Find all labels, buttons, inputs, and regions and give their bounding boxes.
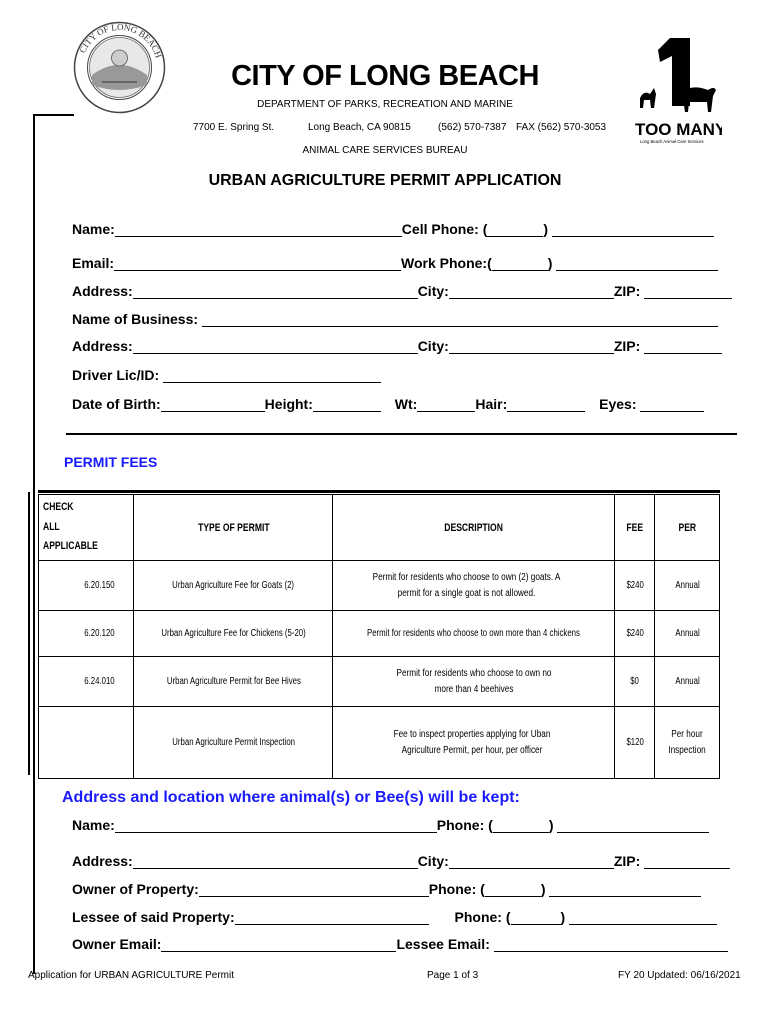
- owner-email-label: Owner Email:: [72, 936, 162, 952]
- city2-field[interactable]: [449, 339, 614, 354]
- hair-label: Hair:: [475, 396, 508, 412]
- loc-zip-label: ZIP:: [613, 853, 641, 869]
- col-per: PER: [655, 495, 720, 561]
- logo-text: TOO MANY: [635, 120, 722, 139]
- col-description: DESCRIPTION: [333, 495, 615, 561]
- owner-email-field[interactable]: [161, 937, 396, 952]
- lessee-field[interactable]: [235, 910, 429, 925]
- frame-left-line: [33, 114, 35, 974]
- phone-number: (562) 570-7387: [438, 122, 507, 133]
- col-fee: FEE: [615, 495, 655, 561]
- table-header-row: [39, 495, 720, 561]
- logo-subtext: Long Beach Animal Care Services: [640, 139, 704, 144]
- email-row: [72, 255, 718, 271]
- frame-top-line: [34, 114, 74, 116]
- table-row: [39, 657, 720, 707]
- paren-close: ): [547, 255, 553, 271]
- dob-label: Date of Birth:: [72, 396, 161, 412]
- wt-field[interactable]: [417, 397, 475, 412]
- address2-row: [72, 338, 722, 354]
- city2-label: City:: [417, 338, 449, 354]
- cell-area-code-field[interactable]: [487, 222, 543, 237]
- eyes-field[interactable]: [640, 397, 704, 412]
- section-divider: [66, 433, 737, 435]
- loc-name-field[interactable]: [115, 818, 437, 833]
- lessee-row: [72, 909, 717, 925]
- row-type: Urban Agriculture Permit for Bee Hives: [134, 657, 333, 707]
- zip-field[interactable]: [644, 284, 732, 299]
- height-field[interactable]: [313, 397, 381, 412]
- col-type: TYPE OF PERMIT: [134, 495, 333, 561]
- address2-label: Address:: [72, 338, 133, 354]
- loc-city-field[interactable]: [449, 854, 614, 869]
- eyes-label: Eyes:: [599, 396, 637, 412]
- row-per: Annual: [655, 611, 720, 657]
- email-row-2: [72, 936, 728, 952]
- city-state-zip: Long Beach, CA 90815: [308, 122, 411, 133]
- lessee-email-field[interactable]: [494, 937, 728, 952]
- name-label: Name:: [72, 221, 115, 237]
- business-label: Name of Business:: [72, 311, 199, 327]
- owner-label: Owner of Property:: [72, 881, 199, 897]
- street-address: 7700 E. Spring St.: [193, 122, 275, 133]
- business-field[interactable]: [202, 312, 718, 327]
- name-field[interactable]: [115, 222, 402, 237]
- owner-row: [72, 881, 701, 897]
- address2-field[interactable]: [133, 339, 418, 354]
- paren-close: ): [543, 221, 549, 237]
- city-label: City:: [417, 283, 449, 299]
- owner-field[interactable]: [199, 882, 429, 897]
- loc-address-row: [72, 853, 730, 869]
- cell-phone-field[interactable]: [552, 222, 714, 237]
- paren-close: ): [560, 909, 566, 925]
- footer-updated: FY 20 Updated: 06/16/2021: [618, 970, 741, 981]
- address-field[interactable]: [133, 284, 418, 299]
- work-phone-label: Work Phone:: [401, 255, 488, 271]
- lessee-area-code-field[interactable]: [511, 910, 561, 925]
- footer-page: Page 1 of 3: [427, 970, 479, 981]
- row-per: Annual: [655, 561, 720, 611]
- paren-open: (: [487, 255, 492, 271]
- bureau-name: ANIMAL CARE SERVICES BUREAU: [302, 145, 468, 156]
- table-row: [39, 561, 720, 611]
- row-code[interactable]: 6.24.010: [39, 657, 134, 707]
- name-row: [72, 221, 714, 237]
- row-code[interactable]: 6.20.120: [39, 611, 134, 657]
- dob-row: [72, 396, 704, 412]
- row-fee: $240: [615, 611, 655, 657]
- city-field[interactable]: [449, 284, 614, 299]
- driver-lic-label: Driver Lic/ID:: [72, 367, 160, 383]
- row-fee: $120: [615, 707, 655, 779]
- row-code[interactable]: 6.20.150: [39, 561, 134, 611]
- row-description: Fee to inspect properties applying for Uban Agriculture Permit, per hour, per officer: [333, 707, 615, 779]
- paren-close: ): [540, 881, 546, 897]
- zip-label: ZIP:: [613, 283, 641, 299]
- row-code[interactable]: [39, 707, 134, 779]
- loc-zip-field[interactable]: [644, 854, 730, 869]
- driver-lic-field[interactable]: [163, 368, 381, 383]
- table-top-border: [38, 490, 720, 493]
- owner-phone-label: Phone:: [428, 881, 477, 897]
- city-title: CITY OF LONG BEACH: [231, 60, 539, 92]
- work-area-code-field[interactable]: [492, 256, 548, 271]
- loc-name-label: Name:: [72, 817, 115, 833]
- hair-field[interactable]: [507, 397, 585, 412]
- loc-city-label: City:: [417, 853, 449, 869]
- cell-phone-label: Cell Phone:: [401, 221, 479, 237]
- business-row: [72, 311, 718, 327]
- paren-close: ): [548, 817, 554, 833]
- permit-fees-table: [38, 494, 720, 779]
- row-type: Urban Agriculture Permit Inspection: [134, 707, 333, 779]
- row-fee: $0: [615, 657, 655, 707]
- table-left-accent: [28, 492, 30, 775]
- height-label: Height:: [264, 396, 313, 412]
- address-label: Address:: [72, 283, 133, 299]
- fax-number: FAX (562) 570-3053: [516, 122, 607, 133]
- loc-phone-field[interactable]: [557, 818, 709, 833]
- loc-name-row: [72, 817, 709, 833]
- owner-phone-field[interactable]: [549, 882, 701, 897]
- footer-left: Application for URBAN AGRICULTURE Permit: [28, 970, 234, 981]
- loc-address-field[interactable]: [133, 854, 418, 869]
- paren-open: (: [482, 221, 488, 237]
- row-type: Urban Agriculture Fee for Goats (2): [134, 561, 333, 611]
- paren-open: (: [488, 817, 493, 833]
- row-fee: $240: [615, 561, 655, 611]
- zip2-field[interactable]: [644, 339, 722, 354]
- wt-label: Wt:: [394, 396, 418, 412]
- department-name: DEPARTMENT OF PARKS, RECREATION AND MARINE: [257, 99, 513, 110]
- loc-phone-label: Phone:: [436, 817, 485, 833]
- row-type: Urban Agriculture Fee for Chickens (5-20): [134, 611, 333, 657]
- dob-field[interactable]: [161, 397, 265, 412]
- row-description: Permit for residents who choose to own more than 4 chickens: [333, 611, 615, 657]
- driver-row: [72, 367, 381, 383]
- email-label: Email:: [72, 255, 115, 271]
- loc-address-label: Address:: [72, 853, 133, 869]
- location-heading: Address and location where animal(s) or Bee(s) will be kept:: [62, 789, 520, 806]
- table-row: [39, 707, 720, 779]
- row-per: Per hour Inspection: [655, 707, 720, 779]
- table-row: [39, 611, 720, 657]
- permit-fees-heading: PERMIT FEES: [64, 454, 158, 470]
- paren-open: (: [480, 881, 485, 897]
- row-description: Permit for residents who choose to own no more than 4 beehives: [333, 657, 615, 707]
- address-row: [72, 283, 732, 299]
- col-check-all: CHECK ALL APPLICABLE: [39, 495, 134, 561]
- email-field[interactable]: [114, 256, 401, 271]
- row-per: Annual: [655, 657, 720, 707]
- lessee-label: Lessee of said Property:: [72, 909, 235, 925]
- owner-area-code-field[interactable]: [485, 882, 541, 897]
- zip2-label: ZIP:: [613, 338, 641, 354]
- work-phone-field[interactable]: [556, 256, 718, 271]
- seal-text: CITY OF LONG BEACH: [77, 21, 164, 60]
- lessee-phone-label: Phone:: [454, 909, 502, 925]
- form-title: URBAN AGRICULTURE PERMIT APPLICATION: [208, 172, 562, 189]
- row-description: Permit for residents who choose to own (2) goats. A permit for a single goat is not allowed.: [333, 561, 615, 611]
- lessee-phone-field[interactable]: [569, 910, 717, 925]
- paren-open: (: [505, 909, 511, 925]
- lessee-email-label: Lessee Email:: [396, 936, 490, 952]
- loc-area-code-field[interactable]: [493, 818, 549, 833]
